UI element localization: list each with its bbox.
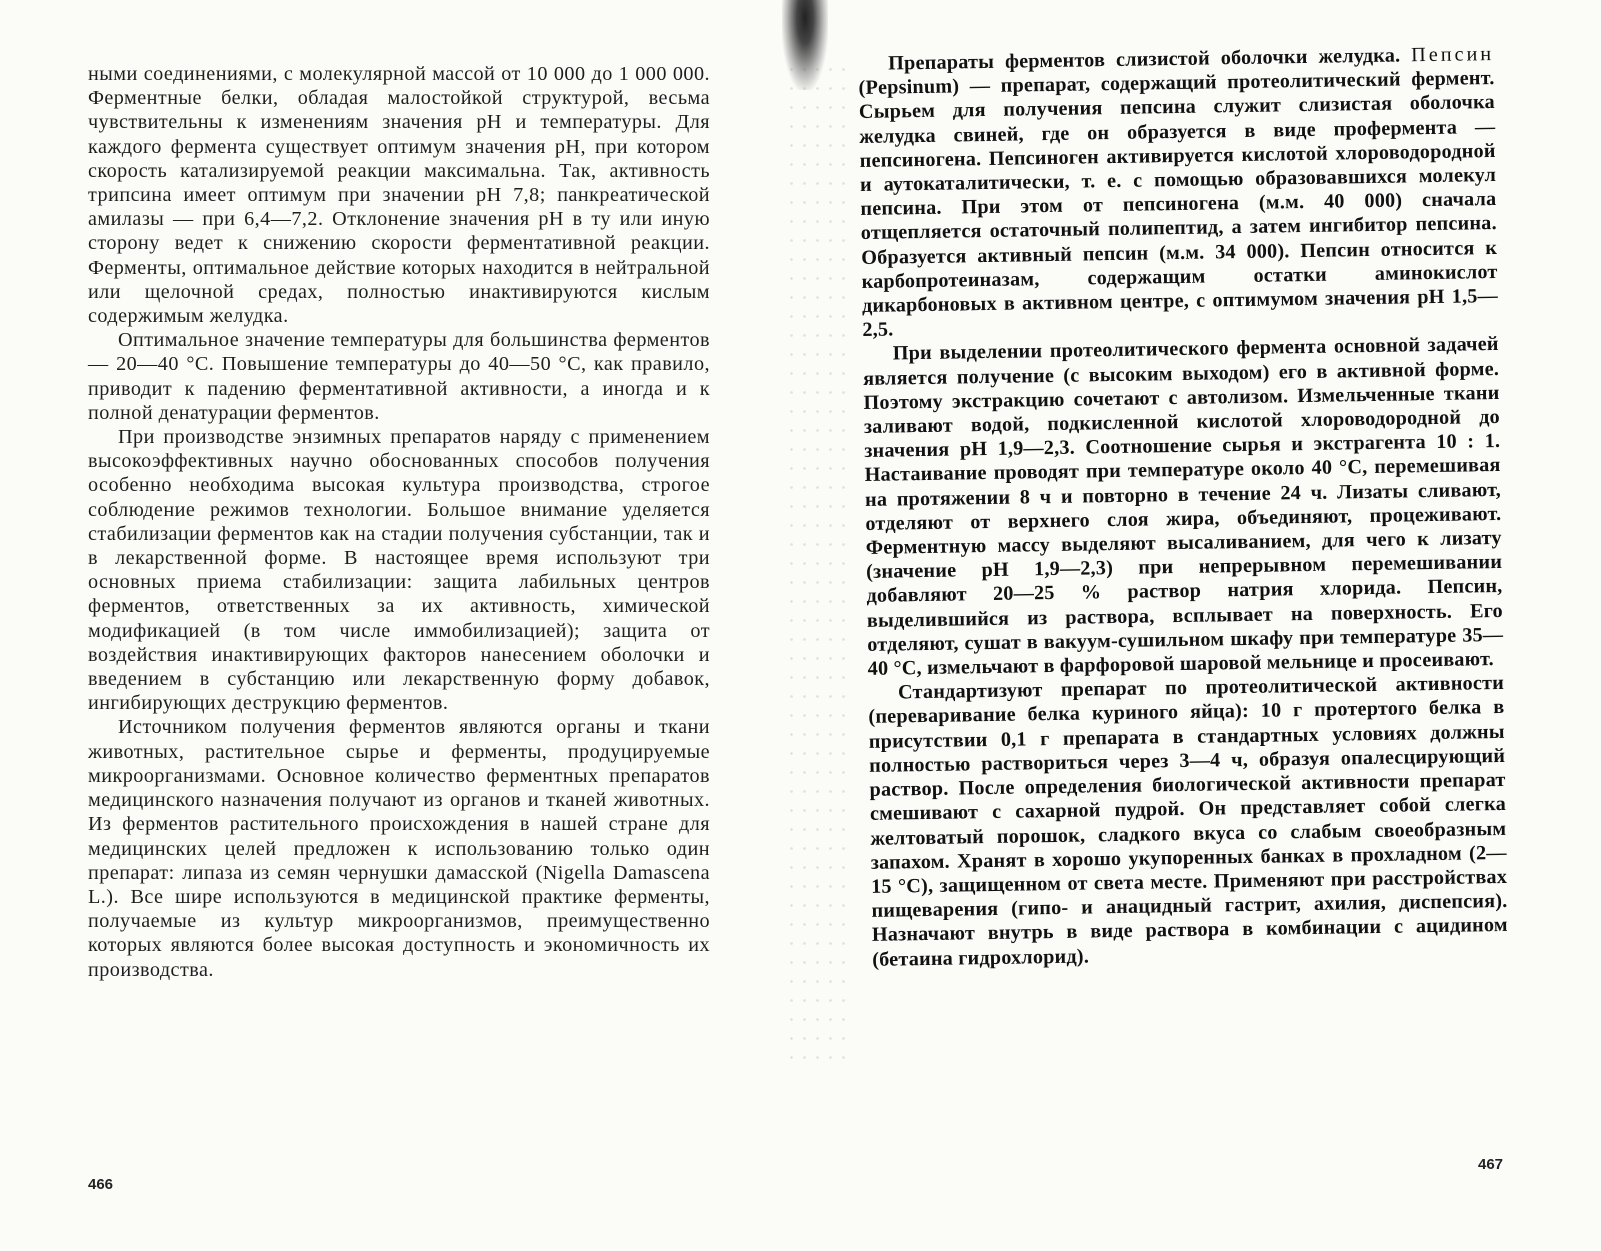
scan-noise xyxy=(785,60,845,1060)
right-text-column xyxy=(858,42,1508,972)
left-text-column xyxy=(88,62,710,982)
paragraph: При производстве энзимных препаратов наряду с применением высокоэффективных научно обоснованных способов получения особенно необходима высокая культура производства, строгое соблюдение режимов технологии. Большое внимание уделяется стабилизации ферментов как на стадии получения субстанции, так и в лекарственной форме. В настоящее время используют три основных приема стабилизации: защита лабильных центров ферментов, ответственных за их активность, химической модификацией (в том числе иммобилизацией); защита от воздействия инактивирующих факторов нанесением оболочки и введением в субстанцию или лекарственную форму добавок, ингибирующих деструкцию ферментов. xyxy=(88,426,710,715)
right-page xyxy=(800,0,1601,1251)
drug-name: Пепсин xyxy=(1411,43,1495,67)
paragraph: ными соединениями, с молекулярной массой от 10 000 до 1 000 000. Ферментные белки, обладая малостойкой структурой, весьма чувствительны к изменениям значения pH и температуры. Для каждого фермента существует оптимум значения pH, при котором скорость катализируемой реакции максимальна. Так, активность трипсина имеет оптимум при значении pH 7,8; панкреатической амилазы — при 6,4—7,2. Отклонение значения pH в ту или иную сторону ведет к снижению скорости ферментативной реакции. Ферменты, оптимальное действие которых находится в нейтральной или щелочной средах, полностью инактивируются кислым содержимым желудка. xyxy=(88,63,710,328)
left-page xyxy=(0,0,800,1251)
section-heading: Препараты ферментов слизистой оболочки желудка. xyxy=(888,44,1401,75)
paragraph: Источником получения ферментов являются органы и ткани животных, растительное сырье и ферменты, продуцируемые микроорганизмами. Основное количество ферментных препаратов медицинского назначения получают из органов и тканей животных. Из ферментов растительного происхождения в нашей стране для медицинских целей предложен к использованию только один препарат: липаза из семян чернушки дамасской (Nigella Damascena L.). Все шире используются в медицинской практике ферменты, получаемые из культур микроорганизмов, преимущественно которых являются более высокая доступность и экономичность их производства. xyxy=(88,716,710,981)
paragraph: Оптимальное значение температуры для большинства ферментов — 20—40 °C. Повышение температуры до 40—50 °C, как правило, приводит к падению ферментативной активности, а иногда и к полной денатурации ферментов. xyxy=(88,329,710,424)
paragraph xyxy=(858,42,1498,342)
paragraph: При выделении протеолитического фермента основной задачей является получение (с высоким выходом) его в активной форме. Поэтому экстракцию сочетают с автолизом. Измельченные ткани заливают водой, подкисленной кислотой хлороводородной до значения pH 1,9—2,3. Соотношение сырья и экстрагента 10 : 1. Настаивание проводят при температуре около 40 °C, перемешивая на протяжении 8 ч и повторно в течение 24 ч. Лизаты сливают, отделяют от верхнего слоя жира, объединяют, процеживают. Ферментную массу выделяют высаливанием, для чего к лизату (значение pH 1,9—2,3) при непрерывном перемешивании добавляют 20—25 % раствор натрия хлорида. Пепсин, выделившийся из раствора, всплывает на поверхность. Его отделяют, сушат в вакуум-сушильном шкафу при температуре 35—40 °C, измельчают в фарфоровой шаровой мельнице и просеивают. xyxy=(862,333,1504,681)
paragraph-text: (Pepsinum) — препарат, содержащий протеолитический фермент. Сырьем для получения пепсина служит слизистая оболочка желудка свиней, где он образуется в виде профермента — пепсиногена. Пепсиноген активируется кислотой хлороводородной и аутокаталитически, т. е. с помощью образовавшихся молекул пепсина. При этом от пепсиногена (м.м. 40 000) сначала отщепляется остаточный полипептид, а затем ингибитор пепсина. Образуется активный пепсин (м.м. 34 000). Пепсин относится к карбопротеиназам, содержащим остатки аминокислот дикарбоновых в активном центре, с оптимумом значения pH 1,5—2,5. xyxy=(858,67,1499,342)
paragraph: Стандартизуют препарат по протеолитической активности (переваривание белка куриного яйца): 10 г протертого белка в присутствии 0,1 г препарата в стандартных условиях должны полностью раствориться через 3—4 ч, образуя опалесцирующий раствор. После определения биологической активности препарат смешивают с сахарной пудрой. Он представляет собой слегка желтоватый порошок, сладкого вкуса со слабым своеобразным запахом. Хранят в хорошо укупоренных банках в прохладном (2—15 °C), защищенном от света месте. Применяют при расстройствах пищеварения (гипо- и анацидный гастрит, ахилия, диспепсия). Назначают внутрь в виде раствора в комбинации с ацидином (бетаина гидрохлорид). xyxy=(868,672,1508,971)
page-number: 467 xyxy=(1478,1156,1504,1173)
page-number: 466 xyxy=(88,1176,114,1193)
